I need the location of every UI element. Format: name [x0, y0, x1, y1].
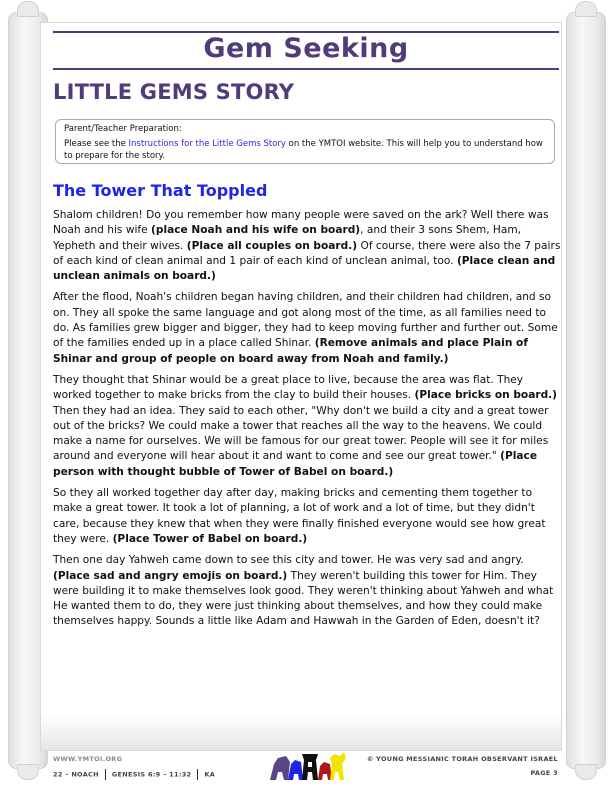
story-instruction: (place Noah and his wife on board) [151, 224, 361, 237]
story-text: Shalom children! Do you remember how many people were saved on the ark? Well there was Noah and his wife [53, 209, 549, 237]
page-title: Gem Seeking [203, 33, 409, 64]
instructions-link[interactable]: Instructions for the Little Gems Story [128, 139, 286, 149]
story-text: Then one day Yahweh came down to see this city and tower. He was very sad and angry. [53, 554, 524, 567]
story-instruction: (Place clean and unclean animals on board.) [53, 254, 556, 283]
story-text: , and their 3 sons Shem, Ham, Yepheth and their wives. [53, 224, 522, 252]
story-instruction: (Place Tower of Babel on board.) [112, 532, 308, 545]
scroll-knob-icon [575, 1, 597, 17]
footer-lesson: 22 – NOACH [53, 770, 99, 779]
story-instruction: (Remove animals and place Plain of Shinar and group of people on board away from Noah and family.) [53, 337, 528, 365]
scroll-rod-right [566, 12, 606, 769]
footer-left [53, 755, 215, 780]
preparation-text-before: Please see the [64, 139, 129, 149]
footer-lesson-meta [53, 769, 215, 780]
story-instruction: (Place person with thought bubble of Tower of Babel on board.) [53, 450, 538, 478]
footer-website[interactable]: WWW.YMTOI.ORG [53, 755, 123, 763]
story-title: The Tower That Toppled [53, 181, 268, 200]
scroll-knob-icon [17, 764, 39, 780]
divider [105, 769, 106, 780]
story-text: Then they had an idea. They said to each other, "Why don't we build a city and a great tower out of the bricks? We could make a tower that reaches all the way to the heavens. We could make a name for ourselves. We will be famous for our great tower. People will see it for miles around and everyone will hear about it and want to come and see our great tower." [53, 404, 549, 463]
footer-scripture: GENESIS 6:9 – 11:32 [111, 770, 192, 779]
scroll-knob-icon [575, 764, 597, 780]
story-paragraph [53, 208, 561, 284]
preparation-text-after: on the YMTOI website. This will help you to understand how to prepare for the story. [64, 139, 543, 161]
story-text: They thought that Shinar would be a great place to live, because the area was flat. They worked together to make bricks from the clay to build their houses. [53, 373, 524, 402]
footer-right [367, 755, 558, 777]
section-title: LITTLE GEMS STORY [53, 80, 295, 104]
story-instruction: (Place all couples on board.) [186, 239, 358, 252]
story-paragraph [53, 373, 561, 480]
story-paragraph [53, 553, 561, 629]
preparation-label: Parent/Teacher Preparation: [64, 124, 182, 134]
story-text: After the flood, Noah's children began having children, and their children had children, and so on. They all spoke the same language and got along most of the time, as all families need to do. As families grew bigger and bigger, they had to keep moving further and further out. Some of the families ended up in a place called Shinar. [53, 291, 558, 350]
footer-copyright: © YOUNG MESSIANIC TORAH OBSERVANT ISRAEL [366, 755, 558, 763]
preparation-box [55, 119, 555, 164]
story-body [53, 208, 561, 636]
ymtoi-logo-icon [268, 750, 348, 782]
story-text: So they all worked together day after day, making bricks and cementing them together to make a great tower. It took a lot of planning, a lot of work and a lot of time, but they didn't care, because they knew that when they were finally finished everyone would see how great they were. [53, 487, 546, 545]
scroll-knob-icon [17, 1, 39, 17]
story-text: They weren't building this tower for Him. They were building it to make themselves look good. They weren't thinking about Yahweh and what He wanted them to do, they were just thinking about themselves, and how they could make themselves happy. Sounds a little like Adam and Hawwah in the Garden of Eden, doesn't it? [53, 569, 554, 628]
story-text: Of course, there were also the 7 pairs of each kind of clean animal and 1 pair of each kind of unclean animal, too. [53, 239, 561, 267]
story-instruction: (Place sad and angry emojis on board.) [53, 569, 288, 582]
story-paragraph [53, 486, 561, 547]
footer-page-number: PAGE 3 [530, 769, 558, 777]
divider [197, 769, 198, 780]
footer-level: KA [204, 770, 216, 779]
title-rule-bottom [53, 68, 559, 70]
story-instruction: (Place bricks on board.) [414, 389, 558, 402]
preparation-text [64, 138, 546, 162]
story-paragraph [53, 290, 561, 366]
